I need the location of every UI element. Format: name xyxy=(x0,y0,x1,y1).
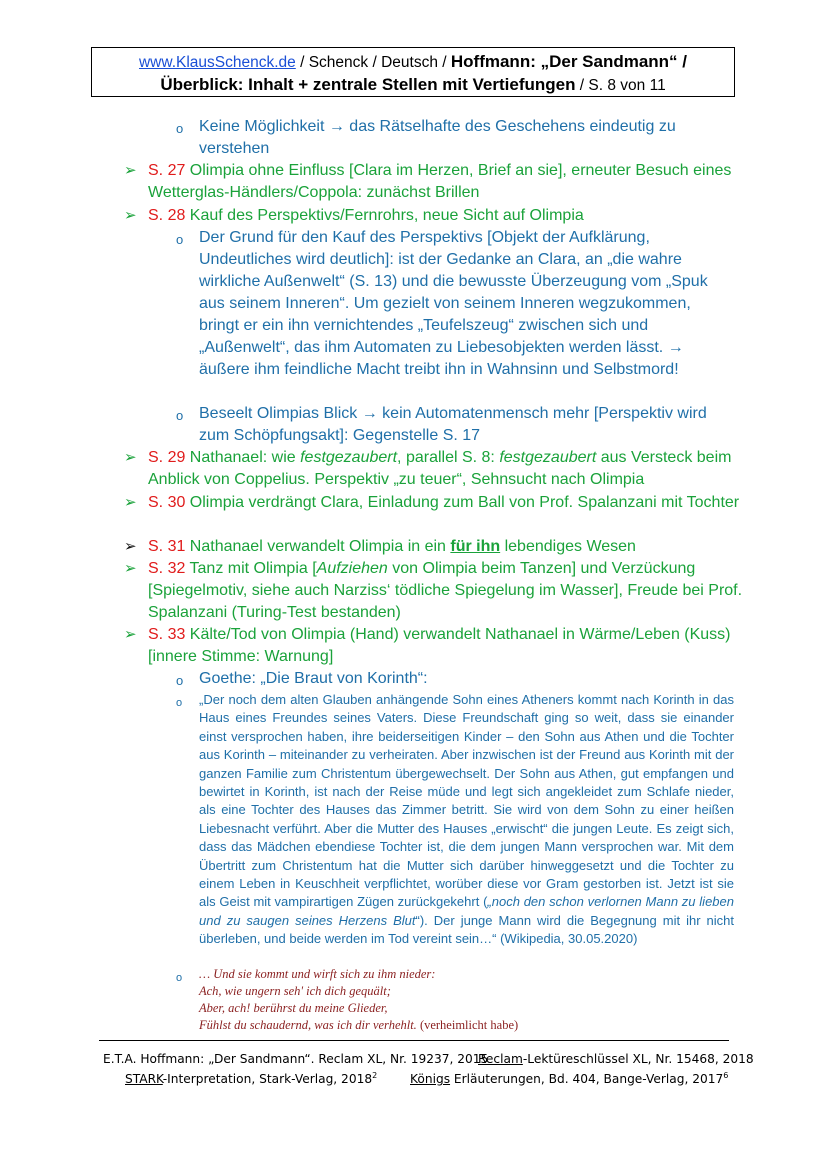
footer-source-1: E.T.A. Hoffmann: „Der Sandmann“. Reclam XL, Nr. 19237, 2015 xyxy=(103,1052,489,1066)
header-title: Hoffmann: „Der Sandmann“ / xyxy=(450,52,687,71)
poem-line: Ach, wie ungern seh' ich dich gequält; xyxy=(199,984,391,998)
quote-body: “). Der junge Mann wird die Begegnung mit ihr nicht überleben, und beide werden im Tod vereint sein…“ (Wikipedia, 30.05.2020) xyxy=(199,912,735,947)
item-body: Kauf des Perspektivs/Fernrohrs, neue Sicht auf Olimpia xyxy=(185,207,584,224)
item-text xyxy=(148,536,748,558)
header-line-1 xyxy=(92,51,734,74)
circle-bullet-icon: o xyxy=(176,697,183,709)
item-text: Keine Möglichkeit → das Rätselhafte des Geschehens eindeutig zu verstehen xyxy=(199,118,676,157)
page-ref: S. 28 xyxy=(148,207,186,224)
footer-text: -Lektüreschlüssel XL, Nr. 15468, 2018 xyxy=(522,1052,754,1066)
footer-publisher: STARK xyxy=(125,1072,163,1087)
footer-publisher: Reclam xyxy=(478,1052,523,1066)
item-text xyxy=(148,492,748,514)
page-ref: S. 31 xyxy=(148,538,186,555)
page-ref: S. 30 xyxy=(148,494,186,511)
header-line-2 xyxy=(92,74,734,97)
arrow-bullet-icon: ➢ xyxy=(124,162,137,179)
page-ref: S. 29 xyxy=(148,449,186,466)
arrow-bullet-icon: ➢ xyxy=(124,560,137,577)
page-ref: S. 33 xyxy=(148,626,186,643)
arrow-bullet-icon: ➢ xyxy=(124,538,137,555)
item-body: Olimpia ohne Einfluss [Clara im Herzen, Brief an sie], erneuter Besuch eines Wetterglas-Händlers/Coppola: zunächst Brillen xyxy=(148,162,732,201)
poem-line: … Und sie kommt und wirft sich zu ihm nieder: xyxy=(199,967,436,981)
arrow-bullet-icon: ➢ xyxy=(124,494,137,511)
circle-bullet-icon: o xyxy=(176,408,184,423)
emphasis: „noch den schon verlornen Mann zu lieben und zu saugen seines Herzens Blut xyxy=(199,894,734,928)
item-text: Der Grund für den Kauf des Perspektivs [Objekt der Aufklärung, Undeutliches wird deutlich]: ist der Gedanke an Clara, an „die wahre wirkliche Außenwelt“ (S. 13) und die bewusste Überzeugung vom „Spuk aus seinem Inneren“. Um gezielt von seinem Inneren wegzukommen, bringt er ein ihn vernichtendes „Teufelszeug“ zwischen sich und „Außenwelt“, das ihm Automaten zu Liebesobjekten werden lässt. → äußere ihm feindliche Macht treibt ihn in Wahnsinn und Selbstmord! xyxy=(199,229,708,378)
footer-source-2 xyxy=(478,1052,754,1066)
footer-publisher: Königs xyxy=(410,1072,451,1087)
item-body: Tanz mit Olimpia [ xyxy=(185,560,317,577)
poem-line: Aber, ach! berührst du meine Glieder, xyxy=(199,1001,388,1015)
item-body: von Olimpia beim Tanzen] und Verzückung [Spiegelmotiv, siehe auch Narziss‘ tödliche Spiegelung im Wasser], Freude bei Prof. Spalanzani (Turing-Test bestanden) xyxy=(148,560,743,621)
footer-divider xyxy=(99,1040,729,1041)
quote-body: „Der noch dem alten Glauben anhängende Sohn eines Atheners kommt nach Korinth in das Haus eines Freundes seines Vaters. Diese Freundschaft ging so weit, dass sie einander einst versprochen haben, ihre beiderseitigen Kinder – den Sohn aus Athen und die Tochter aus Korinth – miteinander zu verheiraten. Aber inzwischen ist der Freund aus Korinth mit der ganzen Familie zum Christentum übergewechselt. Der Sohn aus Athen, gut empfangen und bewirtet in Korinth, ist nach der Reise müde und legt sich angekleidet zum Schlafe nieder, als eine Tochter des Hauses das Zimmer betritt. Sie wird von dem Sohn zu einer heißen Liebesnacht verführt. Aber die Mutter des Hauses „erwischt“ die jungen Leute. Es zeigt sich, dass das Mädchen ebendiese Tochter ist, die dem jungen Mann versprochen war. Mit dem Übertritt zum Christentum hat die Mutter sich darüber hinweggesetzt und die Tochter zu einem Leben in Keuschheit verpflichtet, worüber diese vor Gram gestorben ist. Jetzt ist sie als Geist mit vampirartigen Zügen zurückgekehrt ( xyxy=(199,692,734,910)
header-subtitle: Überblick: Inhalt + zentrale Stellen mit Vertiefungen xyxy=(160,75,576,94)
header-path: / Schenck / Deutsch / xyxy=(295,54,451,71)
circle-bullet-icon: o xyxy=(176,121,184,136)
item-body: aus Versteck beim Anblick von Coppelius. Perspektiv „zu teuer“, Sehnsucht nach Olimpia xyxy=(148,449,732,488)
item-body: Olimpia verdrängt Clara, Einladung zum Ball von Prof. Spalanzani mit Tochter xyxy=(185,494,740,511)
arrow-bullet-icon: ➢ xyxy=(124,449,137,466)
poem-line xyxy=(199,1017,734,1034)
emphasis: festgezaubert xyxy=(499,449,597,466)
item-text xyxy=(148,447,748,491)
footer-source-4 xyxy=(410,1071,728,1086)
item-body: Nathanael: wie xyxy=(185,449,301,466)
item-text xyxy=(148,205,748,227)
circle-bullet-icon: o xyxy=(176,232,184,247)
item-text: Beseelt Olimpias Blick → kein Automatenmensch mehr [Perspektiv wird zum Schöpfungsakt]: Gegenstelle S. 17 xyxy=(199,405,707,444)
quote-text xyxy=(199,691,734,949)
circle-bullet-icon: o xyxy=(176,972,183,984)
page-number: / S. 8 von 11 xyxy=(575,77,666,94)
edition-number: 2 xyxy=(372,1071,378,1080)
arrow-bullet-icon: ➢ xyxy=(124,207,137,224)
item-text: Goethe: „Die Braut von Korinth“: xyxy=(199,670,428,687)
emphasis: festgezaubert xyxy=(300,449,398,466)
poem-lines xyxy=(199,966,734,1034)
circle-bullet-icon: o xyxy=(176,673,184,688)
arrow-bullet-icon: ➢ xyxy=(124,626,137,643)
emphasis: für ihn xyxy=(450,538,501,555)
item-text xyxy=(148,160,748,204)
item-body: Kälte/Tod von Olimpia (Hand) verwandelt Nathanael in Wärme/Leben (Kuss) [innere Stimme: Warnung] xyxy=(148,626,731,665)
footer-text: Erläuterungen, Bd. 404, Bange-Verlag, 2017 xyxy=(450,1072,724,1087)
poem-line-text: Fühlst du schaudernd, was ich dir verhehlt. xyxy=(199,1018,417,1032)
page-header xyxy=(91,47,735,97)
website-link[interactable]: www.KlausSchenck.de xyxy=(138,54,296,71)
page-ref: S. 27 xyxy=(148,162,186,179)
item-text xyxy=(148,558,748,624)
footer-source-3 xyxy=(125,1071,377,1086)
edition-number: 6 xyxy=(723,1071,729,1080)
item-body: , parallel S. 8: xyxy=(397,449,500,466)
item-body: Nathanael verwandelt Olimpia in ein xyxy=(185,538,451,555)
footer-text: -Interpretation, Stark-Verlag, 2018 xyxy=(162,1072,373,1087)
item-body: lebendiges Wesen xyxy=(500,538,636,555)
poem-note: (verheimlicht habe) xyxy=(416,1018,519,1032)
emphasis: Aufziehen xyxy=(316,560,388,577)
item-text xyxy=(148,624,748,668)
page-ref: S. 32 xyxy=(148,560,186,577)
